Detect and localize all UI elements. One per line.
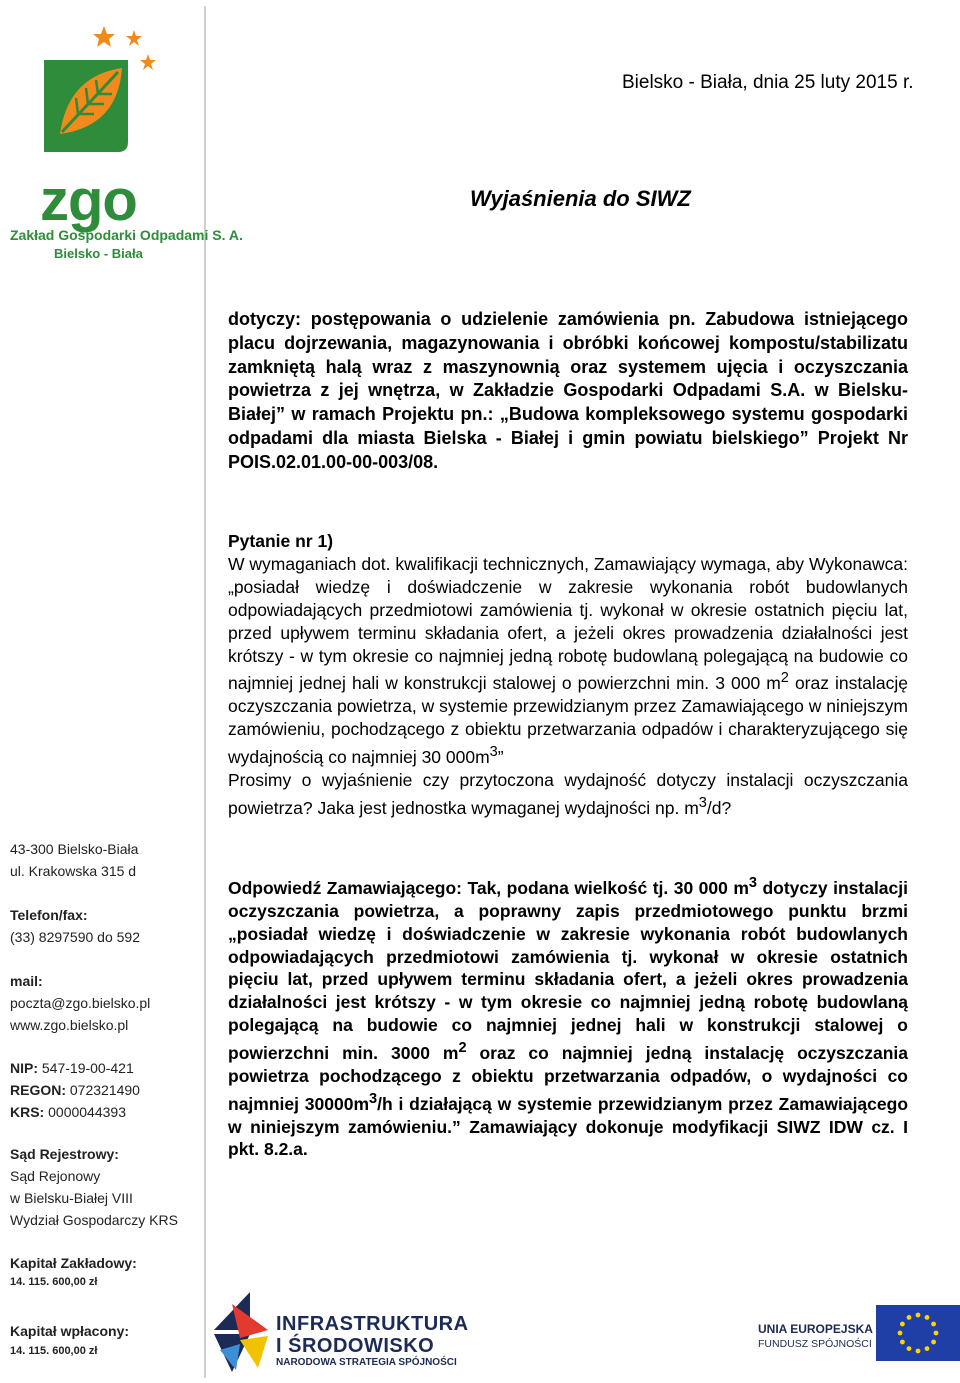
phone-value: (33) 8297590 do 592 xyxy=(10,929,140,945)
paid-value: 14. 115. 600,00 zł xyxy=(10,1345,98,1357)
question-text: /d? xyxy=(706,797,732,818)
nip-value: 547-19-00-421 xyxy=(41,1060,134,1076)
court-line: Wydział Gospodarczy KRS xyxy=(10,1212,178,1228)
answer-text: dotyczy instalacji oczyszczania powietrza, a poprawny zapis przedmiotowego punktu brzmi „posiadał wiedzę i doświadczenie w zakresie wykonania robót budowlanych odpowiadających przedmiotowi zamówienia tj. wykonał w okresie ostatnich pięciu lat, przed upływem terminu składania ofert, a jeżeli okres prowadzenia działalności jest krótszy - w tym okresie co najmniej jedną robotę budowlaną polegającą na budowie co najmniej jednej hali w konstrukcji stalowej o powierzchni min. 3000 m xyxy=(228,877,908,1063)
paid-label: Kapitał wpłacony: xyxy=(10,1323,130,1339)
superscript: 3 xyxy=(489,743,498,760)
question-section xyxy=(228,530,908,819)
logo-city: Bielsko - Biała xyxy=(54,246,143,261)
eu-title: UNIA EUROPEJSKA xyxy=(758,1322,873,1336)
answer-text: Odpowiedź Zamawiającego: Tak, podana wielkość tj. 30 000 m xyxy=(228,877,749,898)
subject-paragraph: dotyczy: postępowania o udzielenie zamówienia pn. Zabudowa istniejącego placu dojrzewania, magazynowania i obróbki końcowej kompostu/stabilizatu zamkniętą halą wraz z maszynownią oraz systemem ujęcia i oczyszczania powietrza z jej wnętrza, w Zakładzie Gospodarki Odpadami S.A. w Bielsku-Białej” w ramach Projektu pn.: „Budowa kompleksowego systemu gospodarki odpadami dla miasta Bielska - Białej i gmin powiatu bielskiego” Projekt Nr POIS.02.01.00-00-003/08. xyxy=(228,309,908,472)
leaf-icon xyxy=(8,22,188,172)
srodowisko-title: I ŚRODOWISKO xyxy=(276,1335,435,1357)
nip-label: NIP: xyxy=(10,1060,38,1076)
contact-mail xyxy=(10,970,150,1036)
star-icon xyxy=(126,30,142,46)
superscript: 2 xyxy=(780,670,789,687)
email-link[interactable]: poczta@zgo.bielsko.pl xyxy=(10,995,151,1011)
eu-flag-icon xyxy=(876,1305,960,1361)
website-link[interactable]: www.zgo.bielsko.pl xyxy=(10,1017,129,1033)
address-line: ul. Krakowska 315 d xyxy=(10,863,137,879)
mail-label: mail: xyxy=(10,973,43,989)
superscript: 3 xyxy=(748,875,758,891)
registry-court xyxy=(10,1143,178,1231)
answer-section xyxy=(228,872,908,1161)
answer-text: /h i działającą w systemie przewidzianym przez Zamawiającego w niniejszym zamówieniu.” Zamawiający dokonuje modyfikacji SIWZ IDW cz. I pkt. 8.2.a. xyxy=(228,1093,909,1160)
share-capital xyxy=(10,1252,137,1274)
document-title: Wyjaśnienia do SIWZ xyxy=(470,186,691,211)
address-line: 43-300 Bielsko-Biała xyxy=(10,841,139,857)
superscript: 3 xyxy=(369,1090,378,1107)
paid-capital xyxy=(10,1320,129,1342)
question-text: Prosimy o wyjaśnienie czy przytoczona wydajność dotyczy instalacji oczyszczania powietrza? Jaka jest jednostka wymaganej wydajności np. m xyxy=(228,769,908,818)
document-date: Bielsko - Biała, dnia 25 luty 2015 r. xyxy=(622,72,914,93)
eu-fund: FUNDUSZ SPÓJNOŚCI xyxy=(758,1338,872,1350)
infrastruktura-title: INFRASTRUKTURA xyxy=(276,1313,469,1335)
superscript: 3 xyxy=(698,794,707,811)
contact-address xyxy=(10,838,138,882)
company-ids xyxy=(10,1057,140,1123)
question-text: W wymaganiach dot. kwalifikacji technicznych, Zamawiający wymaga, aby Wykonawca: „posiadał wiedzę i doświadczenie w zakresie wykonania robót budowlanych odpowiadających przedmiotowi zamówienia tj. wykonał w okresie ostatnich pięciu lat, przed upływem terminu składania ofert, a jeżeli okres prowadzenia działalności jest krótszy - w tym okresie co najmniej jedną robotę budowlaną polegającą na budowie co najmniej jednej hali w konstrukcji stalowej o powierzchni min. 3 000 m xyxy=(228,553,908,694)
logo-wordmark: zgo xyxy=(40,168,137,233)
court-line: Sąd Rejonowy xyxy=(10,1168,101,1184)
zgo-logo xyxy=(8,22,243,262)
capital-value: 14. 115. 600,00 zł xyxy=(10,1276,98,1288)
krs-label: KRS: xyxy=(10,1104,45,1120)
capital-label: Kapitał Zakładowy: xyxy=(10,1255,137,1271)
regon-value: 072321490 xyxy=(69,1082,140,1098)
court-line: w Bielsku-Białej VIII xyxy=(10,1190,133,1206)
contact-phone xyxy=(10,904,140,948)
star-icon xyxy=(93,26,115,47)
superscript: 2 xyxy=(458,1040,467,1057)
court-label: Sąd Rejestrowy: xyxy=(10,1146,119,1162)
question-text: oraz instalację oczyszczania powietrza, w systemie przewidzianym przez Zamawiającego w niniejszym zamówieniu, pochodzącego z obiektu przetwarzania odpadów i charakteryzującego się wydajnością co najmniej 30 000m xyxy=(228,673,908,767)
nss-caption: NARODOWA STRATEGIA SPÓJNOŚCI xyxy=(276,1357,457,1368)
question-text: ” xyxy=(497,746,504,767)
vertical-divider xyxy=(204,6,206,1378)
phone-label: Telefon/fax: xyxy=(10,907,88,923)
logo-company-name: Zakład Gospodarki Odpadami S. A. xyxy=(10,227,243,243)
star-icon xyxy=(140,54,156,70)
answer-text: oraz co najmniej jedną instalację oczyszczania powietrza pochodzącego z obiektu przetwarzania odpadów, o wydajności co najmniej 30000m xyxy=(228,1043,908,1114)
question-heading: Pytanie nr 1) xyxy=(228,531,334,551)
regon-label: REGON: xyxy=(10,1082,66,1098)
krs-value: 0000044393 xyxy=(48,1104,126,1120)
